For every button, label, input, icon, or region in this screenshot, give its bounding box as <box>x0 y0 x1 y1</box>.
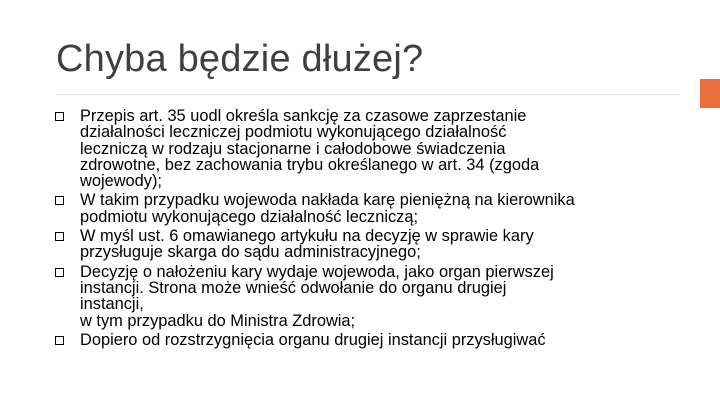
bullet-text-line: Dopiero od rozstrzygnięcia organu drugiej instancji przysługiwać <box>80 330 546 349</box>
bullet-text-line: w tym przypadku do Ministra Zdrowia; <box>80 311 356 330</box>
square-bullet-icon <box>55 112 64 121</box>
square-bullet-icon <box>55 268 64 277</box>
slide-title: Chyba będzie dłużej? <box>56 38 424 80</box>
square-bullet-icon <box>55 232 64 241</box>
bullet-text-line: Przepis art. 35 uodl określa sankcję za czasowe zaprzestanie <box>80 107 527 125</box>
bullet-text-line: przysługuje skarga do sądu administracyjnego; <box>80 243 421 262</box>
bullet-text-line: wojewody); <box>80 172 162 191</box>
bullet-item <box>55 264 695 329</box>
bullet-text-line: zdrowotne, bez zachowania trybu określanego w art. 34 (zgoda <box>80 155 540 174</box>
bullet-text-line: W myśl ust. 6 omawianego artykułu na decyzję w sprawie kary <box>80 227 534 246</box>
square-bullet-icon <box>55 196 64 205</box>
title-divider <box>56 94 680 95</box>
accent-bar <box>700 79 720 108</box>
bullet-item <box>55 108 695 189</box>
bullet-text-line: leczniczą w rodzaju stacjonarne i całodobowe świadczenia <box>80 139 506 158</box>
bullet-text-line: podmiotu wykonującego działalność leczniczą; <box>80 207 419 226</box>
bullet-text-line: instancji. Strona może wnieść odwołanie do organu drugiej <box>80 278 507 297</box>
bullet-text-line: W takim przypadku wojewoda nakłada karę pieniężną na kierownika <box>80 191 575 210</box>
bullet-list <box>55 108 695 348</box>
square-bullet-icon <box>55 336 64 345</box>
bullet-item <box>55 228 695 261</box>
bullet-item <box>55 192 695 225</box>
bullet-text-line: Decyzję o nałożeniu kary wydaje wojewoda, jako organ pierwszej <box>80 262 554 281</box>
bullet-item <box>55 332 695 348</box>
bullet-text-line: działalności leczniczej podmiotu wykonującego działalność <box>80 123 507 142</box>
bullet-text-line: instancji, <box>80 295 144 314</box>
